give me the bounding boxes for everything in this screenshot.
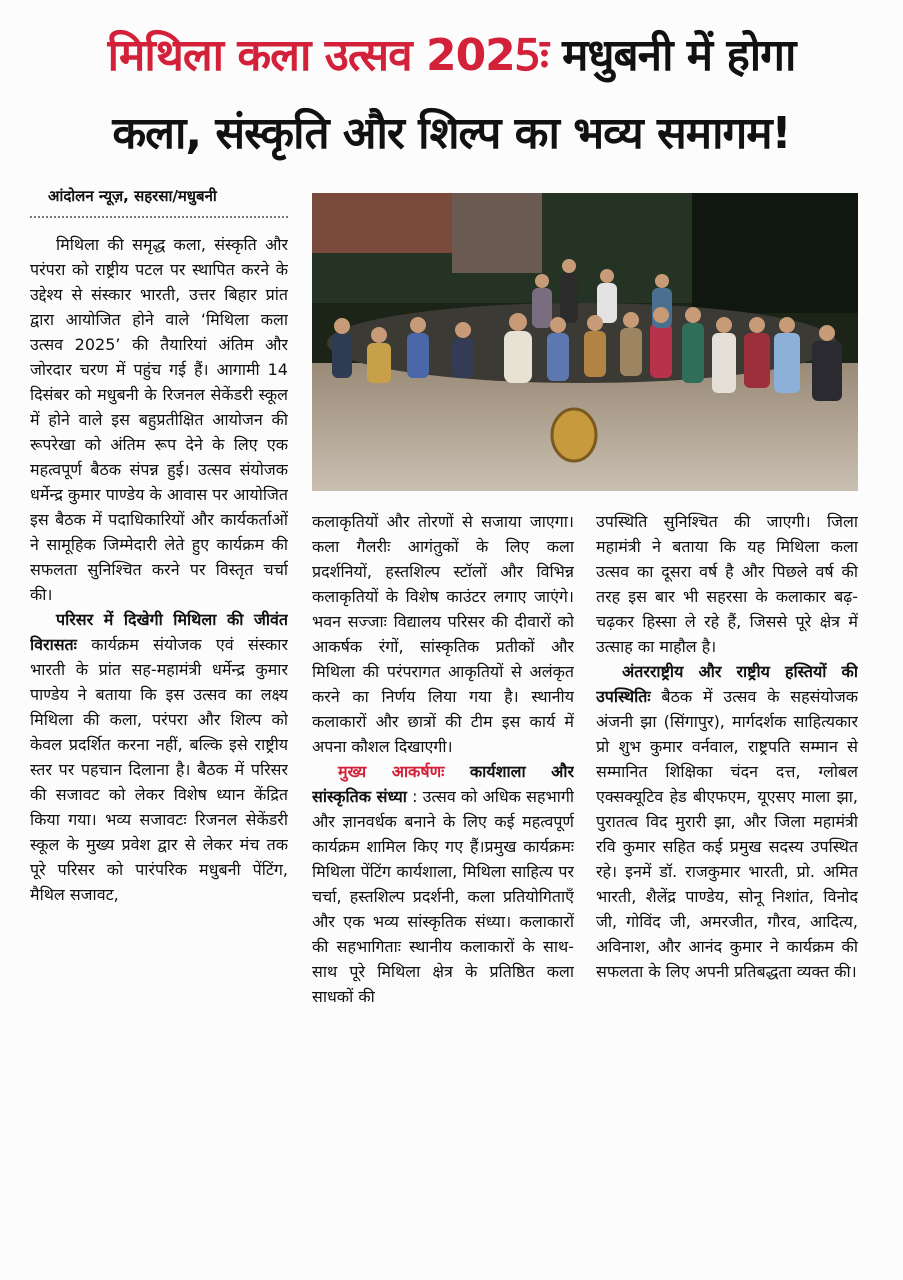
byline-divider bbox=[30, 216, 288, 218]
column-1 bbox=[30, 232, 288, 1252]
subheading-attractions-red: मुख्य आकर्षणः bbox=[338, 762, 445, 781]
headline-black-part: मधुबनी में होगा bbox=[547, 30, 796, 81]
intro-paragraph: मिथिला की समृद्ध कला, संस्कृति और परंपरा को राष्ट्रीय पटल पर स्थापित करने के उद्देश्य से संस्कार भारती, उत्तर बिहार प्रांत द्वारा आयोजित होने वाले ‘मिथिला कला उत्सव 2025’ की तैयारियां अंतिम और जोरदार चरण में पहुंच गई हैं। आगामी 14 दिसंबर को मधुबनी के रिजनल सेकेंडरी स्कूल में होने वाले इस बहुप्रतीक्षित आयोजन की रूपरेखा को अंतिम रूप देने के लिए एक महत्वपूर्ण बैठक संपन्न हुई। उत्सव संयोजक धर्मेन्द्र कुमार पाण्डेय के आवास पर आयोजित इस बैठक में पदाधिकारियों और कार्यकर्ताओं ने सामूहिक जिम्मेदारी लेते हुए कार्यक्रम की सफलता सुनिश्चित करने पर विस्तृत चर्चा की। bbox=[30, 235, 288, 604]
column-3 bbox=[596, 509, 858, 1249]
subheading-dignitaries: अंतरराष्ट्रीय और राष्ट्रीय हस्तियों की उपस्थितिः bbox=[596, 662, 858, 706]
paragraph-attractions bbox=[312, 759, 574, 1009]
paragraph-heritage bbox=[30, 607, 288, 907]
column-2 bbox=[312, 509, 574, 1249]
paragraph-dignitaries bbox=[596, 659, 858, 984]
subheading-attractions-black: कार्यशाला और सांस्कृतिक संध्या bbox=[312, 762, 574, 806]
paragraph-dignitaries-text: बैठक में उत्सव के सहसंयोजक अंजनी झा (सिंगापुर), मार्गदर्शक साहित्यकार प्रो शुभ कुमार वर्नवाल, राष्ट्रपति सम्मान से सम्मानित शिक्षिका चंदन दत्त, ग्लोबल एक्सक्यूटिव हेड बीएफएम, यूएसए माला झा, पुरातत्व विद मुरारी झा, और जिला महामंत्री रवि कुमार सहित कई प्रमुख सदस्य उपस्थित रहे। इनमें डॉ. राजकुमार भारती, प्रो. अमित भारती, शैलेंद्र पाण्डेय, सोनू निशांत, विनोद जी, गोविंद जी, अमरजीत, गौरव, आदित्य, अविनाश, और आनंद कुमार ने कार्यक्रम की सफलता के लिए अपनी प्रतिबद्धता व्यक्त की। bbox=[596, 687, 858, 981]
headline-line-2: कला, संस्कृति और शिल्प का भव्य समागम! bbox=[112, 108, 791, 159]
paragraph-decoration: कलाकृतियों और तोरणों से सजाया जाएगा। कला गैलरीः आगंतुकों के लिए कला प्रदर्शनियों, हस्तशिल्प स्टॉलों और विभिन्न कलाकृतियों के विशेष काउंटर लगाए जाएंगे। भवन सज्जाः विद्यालय परिसर की दीवारों को आकर्षक रंगों, सांस्कृतिक प्रतीकों और मिथिला की परंपरागत आकृतियों से अलंकृत करने का निर्णय लिया गया है। स्थानीय कलाकारों और छात्रों की टीम इस कार्य में अपना कौशल दिखाएगी। bbox=[312, 512, 574, 756]
meeting-photo bbox=[312, 193, 858, 491]
paragraph-second-year: उपस्थिति सुनिश्चित की जाएगी। जिला महामंत्री ने बताया कि यह मिथिला कला उत्सव का दूसरा वर्ष है और पिछले वर्ष की तरह इस बार भी सहरसा के कलाकार बढ़-चढ़कर हिस्सा ले रहे हैं, जिससे पूरे क्षेत्र में उत्साह का माहौल है। bbox=[596, 512, 858, 656]
headline-line-1 bbox=[10, 24, 893, 88]
paragraph-attractions-text: : उत्सव को अधिक सहभागी और ज्ञानवर्धक बनाने के लिए कई महत्वपूर्ण कार्यक्रम शामिल किए गए हैं।प्रमुख कार्यक्रमः मिथिला पेंटिंग कार्यशाला, मिथिला साहित्य पर चर्चा, हस्तशिल्प प्रदर्शनी, कला प्रतियोगिताएँ और एक भव्य सांस्कृतिक संध्या। कलाकारों की सहभागिताः स्थानीय कलाकारों के साथ-साथ पूरे मिथिला क्षेत्र के प्रतिष्ठित कला साधकों की bbox=[312, 787, 574, 1006]
subheading-heritage: परिसर में दिखेगी मिथिला की जीवंत विरासतः bbox=[30, 610, 288, 654]
byline: आंदोलन न्यूज़, सहरसा/मधुबनी bbox=[48, 187, 217, 205]
paragraph-heritage-text: कार्यक्रम संयोजक एवं संस्कार भारती के प्रांत सह-महामंत्री धर्मेन्द्र कुमार पाण्डेय ने बताया कि इस उत्सव का लक्ष्य मिथिला की कला, परंपरा और शिल्प को केवल प्रदर्शित करना नहीं, बल्कि इसे राष्ट्रीय स्तर पर पहचान दिलाना है। बैठक में परिसर की सजावट को लेकर विशेष ध्यान केंद्रित किया गया। भव्य सजावटः रिजनल सेकेंडरी स्कूल के मुख्य प्रवेश द्वार से लेकर मंच तक पूरे परिसर को पारंपरिक मधुबनी पेंटिंग, मैथिल सजावट, bbox=[30, 635, 288, 904]
headline-red-part: मिथिला कला उत्सव 2025ः bbox=[107, 30, 548, 81]
